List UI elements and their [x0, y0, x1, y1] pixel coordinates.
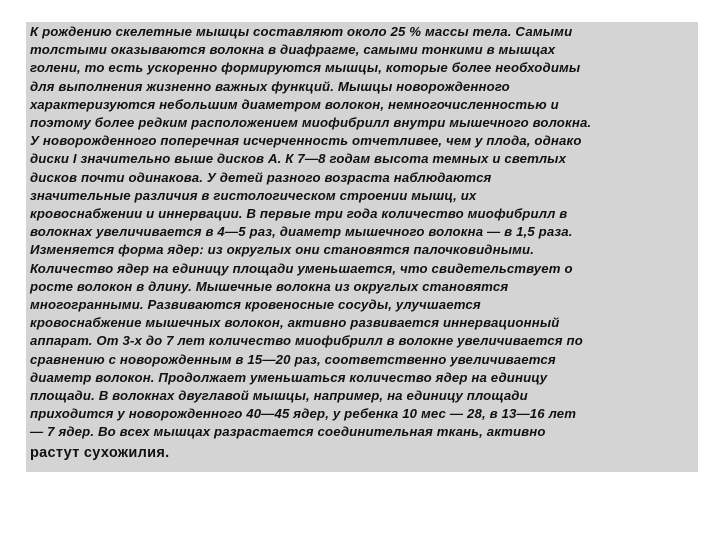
text-line: диски I значительно выше дисков А. К 7—8 годам высота темных и светлых	[30, 151, 567, 167]
text-line: Изменяется форма ядер: из округлых они становятся палочковидными.	[30, 242, 535, 258]
text-line: поэтому более редким расположением миофибрилл внутри мышечного волокна.	[30, 115, 592, 131]
text-line: У новорожденного поперечная исчерченность отчетливее, чем у плода, однако	[30, 133, 582, 149]
text-line: К рождению скелетные мышцы составляют около 25 % массы тела. Самыми	[30, 24, 573, 39]
text-block	[26, 22, 698, 472]
text-line: Количество ядер на единицу площади уменьшается, что свидетельствует о	[30, 260, 573, 276]
text-line: волокнах увеличивается в 4—5 раз, диаметр мышечного волокна — в 1,5 раза.	[30, 224, 573, 240]
text-line: — 7 ядер. Во всех мышцах разрастается соединительная ткань, активно	[30, 424, 546, 440]
text-line: аппарат. От 3-х до 7 лет количество миофибрилл в волокне увеличивается по	[30, 333, 583, 349]
text-line: толстыми оказываются волокна в диафрагме, самыми тонкими в мышцах	[30, 42, 556, 58]
text-line: дисков почти одинакова. У детей разного возраста наблюдаются	[30, 169, 492, 185]
text-line: многогранными. Развиваются кровеносные сосуды, улучшается	[30, 297, 481, 313]
text-line: приходится у новорожденного 40—45 ядер, у ребенка 10 мес — 28, в 13—16 лет	[30, 406, 577, 422]
text-line: кровоснабжении и иннервации. В первые три года количество миофибрилл в	[30, 206, 568, 222]
text-line: для выполнения жизненно важных функций. Мышцы новорожденного	[30, 78, 510, 94]
text-line: сравнению с новорожденным в 15—20 раз, соответственно увеличивается	[30, 351, 556, 367]
text-line: площади. В волокнах двуглавой мышцы, например, на единицу площади	[30, 388, 528, 404]
text-line-last: растут сухожилия.	[30, 444, 170, 461]
text-line: характеризуются небольшим диаметром волокон, немногочисленностью и	[30, 96, 559, 112]
text-line: диаметр волокон. Продолжает уменьшаться количество ядер на единицу	[30, 369, 548, 385]
text-line: кровоснабжение мышечных волокон, активно развивается иннервационный	[30, 315, 560, 331]
text-line: голени, то есть ускоренно формируются мышцы, которые более необходимы	[30, 60, 581, 76]
text-line: значительные различия в гистологическом строении мышц, их	[30, 187, 477, 203]
text-line: росте волокон в длину. Мышечные волокна из округлых становятся	[30, 278, 509, 294]
